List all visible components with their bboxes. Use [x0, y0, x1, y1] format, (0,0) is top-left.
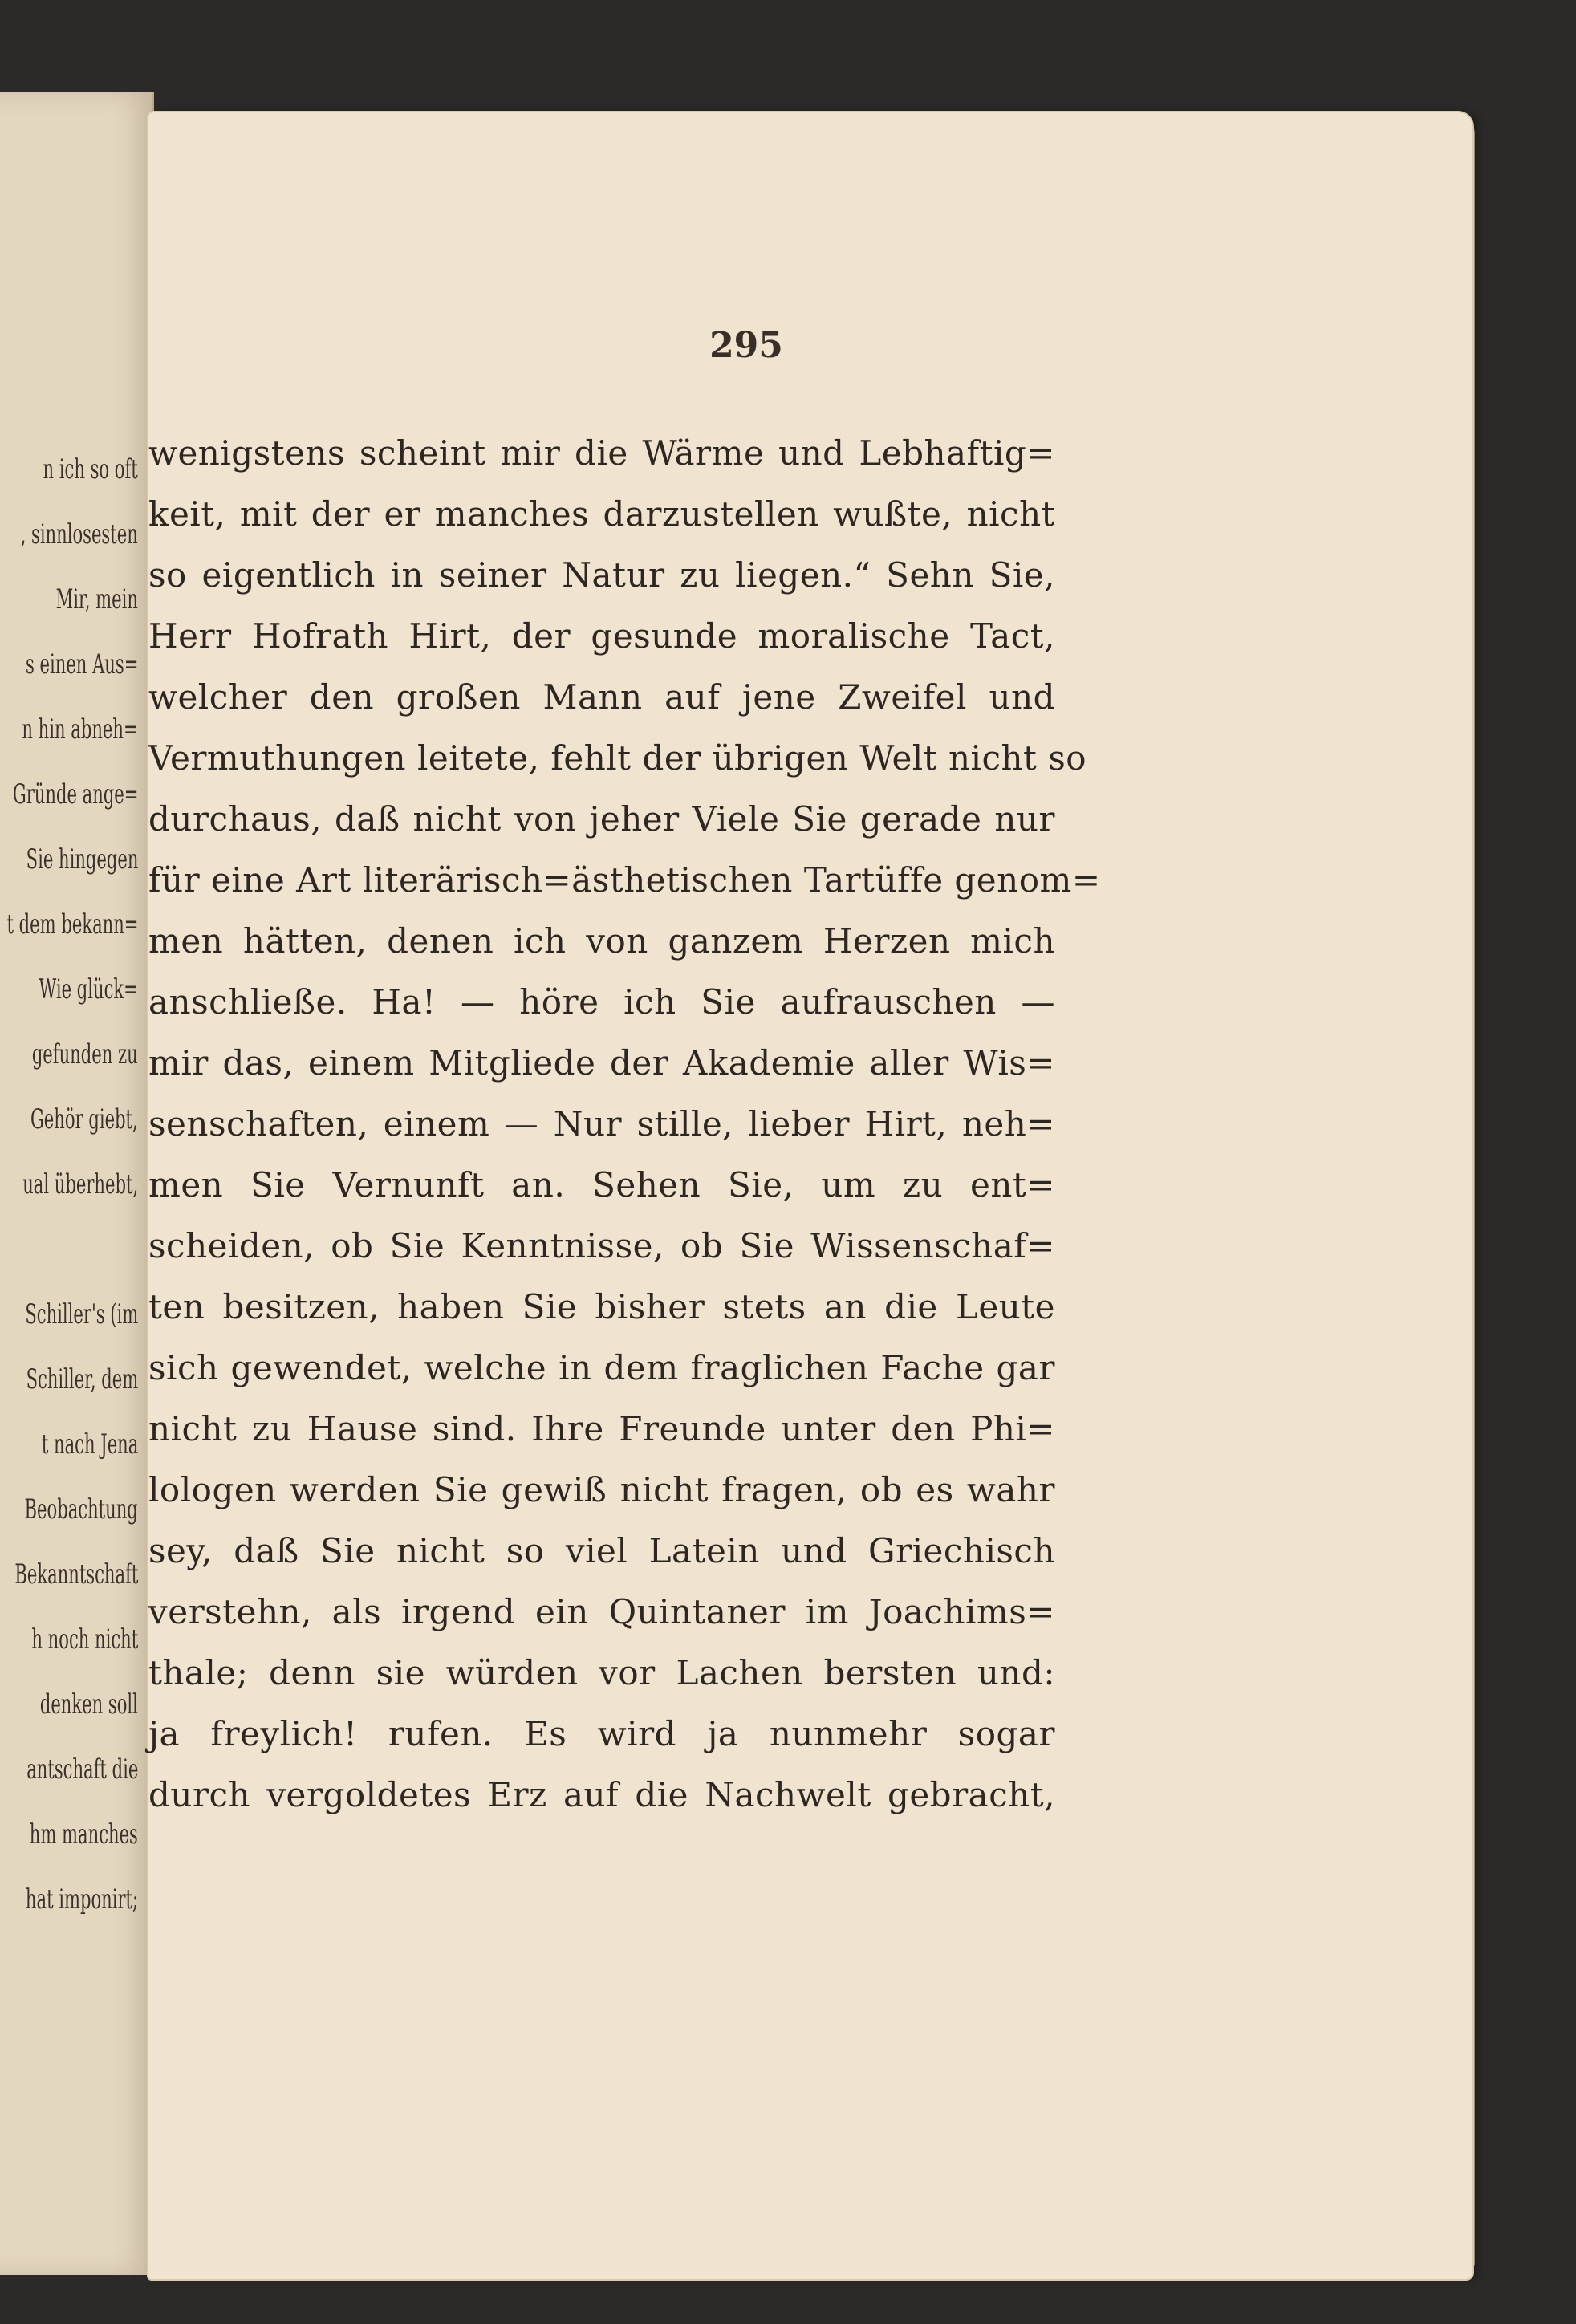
text-line: anschließe. Ha! — höre ich Sie aufrauschen — [148, 982, 1055, 1022]
left-page-line: Schiller's (im [25, 1298, 138, 1331]
left-page-line: n ich so oft [43, 453, 138, 486]
text-line: senschaften, einem — Nur stille, lieber Hirt, neh= [148, 1104, 1055, 1144]
text-line: sey, daß Sie nicht so viel Latein und Griechisch [148, 1531, 1055, 1570]
left-page-line: hm manches [29, 1818, 138, 1851]
left-page-line: Sie hingegen [26, 843, 138, 876]
left-page-line: denken soll [39, 1688, 138, 1721]
page-number: 295 [709, 325, 783, 366]
left-page-line: Bekanntschaft [14, 1558, 138, 1591]
text-line: men hätten, denen ich von ganzem Herzen mich [148, 921, 1055, 961]
text-line: Herr Hofrath Hirt, der gesunde moralische Tact, [148, 616, 1055, 656]
left-page-line: gefunden zu [32, 1038, 138, 1071]
left-page-line: ual überhebt, [22, 1168, 138, 1201]
left-page-line: Gehör giebt, [30, 1103, 138, 1136]
text-line: keit, mit der er manches darzustellen wußte, nicht [148, 494, 1055, 534]
left-page [0, 92, 154, 2275]
left-page-line: Schiller, dem [26, 1363, 138, 1396]
text-line: durchaus, daß nicht von jeher Viele Sie gerade nur [148, 799, 1055, 839]
text-line: verstehn, als irgend ein Quintaner im Joachims= [148, 1592, 1055, 1631]
left-page-line: hat imponirt; [25, 1883, 138, 1916]
left-page-line: Mir, mein [55, 583, 138, 616]
text-line: sich gewendet, welche in dem fraglichen Fache gar [148, 1348, 1055, 1387]
text-line: welcher den großen Mann auf jene Zweifel und [148, 677, 1055, 717]
left-page-line: t nach Jena [41, 1428, 138, 1461]
text-line: durch vergoldetes Erz auf die Nachwelt gebracht, [148, 1775, 1055, 1814]
left-page-line: h noch nicht [31, 1623, 138, 1656]
text-line: wenigstens scheint mir die Wärme und Lebhaftig= [148, 433, 1055, 473]
text-line: mir das, einem Mitgliede der Akademie aller Wis= [148, 1043, 1055, 1083]
left-page-line: , sinnlosesten [20, 518, 138, 551]
text-line: scheiden, ob Sie Kenntnisse, ob Sie Wissenschaf= [148, 1226, 1055, 1266]
text-line: ten besitzen, haben Sie bisher stets an die Leute [148, 1287, 1055, 1327]
left-page-line: s einen Aus= [25, 648, 138, 681]
text-line: so eigentlich in seiner Natur zu liegen.“ Sehn Sie, [148, 555, 1055, 595]
left-page-line: Gründe ange= [12, 778, 138, 811]
left-page-line: Wie glück= [39, 973, 138, 1006]
left-page-line: Beobachtung [24, 1493, 138, 1526]
left-page-line: antschaft die [26, 1753, 138, 1786]
text-line: nicht zu Hause sind. Ihre Freunde unter den Phi= [148, 1409, 1055, 1448]
text-line: Vermuthungen leitete, fehlt der übrigen Welt nicht so [148, 738, 1087, 778]
text-line: thale; denn sie würden vor Lachen bersten und: [148, 1653, 1055, 1692]
text-line: ja freylich! rufen. Es wird ja nunmehr sogar [148, 1714, 1055, 1753]
left-page-line: t dem bekann= [6, 908, 138, 941]
text-line: men Sie Vernunft an. Sehen Sie, um zu ent= [148, 1165, 1055, 1205]
text-line: lologen werden Sie gewiß nicht fragen, ob es wahr [148, 1470, 1055, 1509]
left-page-line: n hin abneh= [22, 713, 138, 746]
text-line: für eine Art literärisch=ästhetischen Tartüffe genom= [148, 860, 1101, 900]
